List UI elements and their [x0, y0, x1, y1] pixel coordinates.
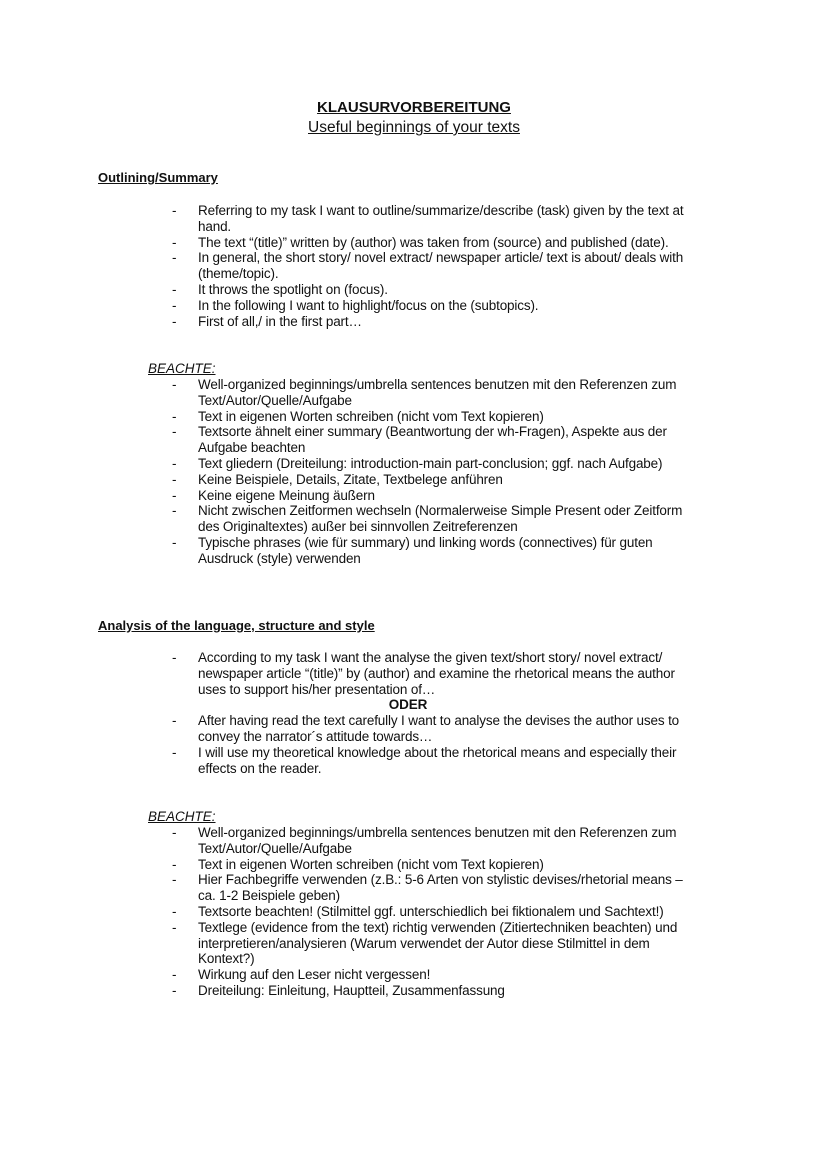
bullet-dash-icon: -	[172, 408, 177, 424]
list-item-text: (theme/topic).	[198, 266, 279, 282]
list-item	[172, 235, 683, 251]
bullet-dash-icon: -	[172, 471, 177, 487]
bullet-dash-icon: -	[172, 903, 177, 919]
bullet-dash-icon: -	[172, 424, 177, 440]
list-item-text: According to my task I want the analyse the given text/short story/ novel extract/	[198, 650, 663, 665]
list-item-text: In general, the short story/ novel extract/ newspaper article/ text is about/ deals with	[198, 250, 684, 266]
list-item	[172, 282, 683, 298]
list-item	[172, 472, 682, 488]
list-item	[172, 857, 683, 873]
list-item-text: newspaper article “(title)” by (author) and examine the rhetorical means the author	[198, 665, 675, 681]
list-item	[172, 983, 683, 999]
list-item-text: convey the narrator´s attitude towards…	[198, 728, 433, 744]
list-item-text: ca. 1-2 Beispiele geben)	[198, 888, 340, 904]
list-item-text: Text gliedern (Dreiteilung: introduction-main part-conclusion; ggf. nach Aufgabe)	[198, 455, 663, 471]
list-item-text: hand.	[198, 218, 232, 234]
list-item-text: Referring to my task I want to outline/summarize/describe (task) given by the text at	[198, 203, 684, 218]
list-item-text: Text/Autor/Quelle/Aufgabe	[198, 840, 352, 856]
list-item-text: Well-organized beginnings/umbrella sentences benutzen mit den Referenzen zum	[198, 377, 677, 392]
bullet-dash-icon: -	[172, 713, 177, 729]
list-item	[172, 250, 683, 282]
list-item-text: Hier Fachbegriffe verwenden (z.B.: 5-6 Arten von stylistic devises/rhetorial means –	[198, 872, 683, 888]
bullet-dash-icon: -	[172, 744, 177, 760]
list-item-text: I will use my theoretical knowledge about the rhetorical means and especially their	[198, 744, 677, 760]
list-item-text: The text “(title)” written by (author) was taken from (source) and published (date).	[198, 234, 669, 250]
list-item-text: In the following I want to highlight/focus on the (subtopics).	[198, 297, 539, 313]
list-item-text: Aufgabe beachten	[198, 440, 306, 456]
list-item	[172, 872, 683, 904]
list-item-text: Text/Autor/Quelle/Aufgabe	[198, 392, 352, 408]
bullet-dash-icon: -	[172, 503, 177, 519]
list-item	[172, 456, 682, 472]
bullet-dash-icon: -	[172, 650, 177, 665]
document-subtitle: Useful beginnings of your texts	[308, 119, 520, 136]
list-item	[172, 967, 683, 983]
oder-separator: ODER	[388, 697, 428, 713]
section-heading-outlining: Outlining/Summary	[98, 170, 218, 185]
bullet-dash-icon: -	[172, 534, 177, 550]
bullet-dash-icon: -	[172, 487, 177, 503]
list-item	[172, 535, 682, 567]
list-item-text: Textsorte beachten! (Stilmittel ggf. unterschiedlich bei fiktionalem und Sachtext!)	[198, 903, 664, 919]
list-item	[172, 298, 683, 314]
bullet-dash-icon: -	[172, 872, 177, 888]
list-item-text: Nicht zwischen Zeitformen wechseln (Normalerweise Simple Present oder Zeitform	[198, 503, 683, 519]
bullet-dash-icon: -	[172, 377, 177, 392]
list-item-text: uses to support his/her presentation of…	[198, 681, 436, 697]
list-item	[172, 825, 683, 857]
list-item-text: Kontext?)	[198, 951, 255, 967]
list-item-text: Text in eigenen Worten schreiben (nicht vom Text kopieren)	[198, 408, 544, 424]
list-item-text: Textsorte ähnelt einer summary (Beantwortung der wh-Fragen), Aspekte aus der	[198, 424, 667, 440]
list-item	[172, 377, 682, 409]
list-item-text: Typische phrases (wie für summary) und linking words (connectives) für guten	[198, 534, 653, 550]
analysis-notes-list	[172, 825, 683, 999]
list-item	[172, 650, 679, 697]
bullet-dash-icon: -	[172, 234, 177, 250]
list-item-text: Keine Beispiele, Details, Zitate, Textbelege anführen	[198, 471, 503, 487]
bullet-dash-icon: -	[172, 297, 177, 313]
note-label-analysis: BEACHTE:	[148, 809, 216, 824]
list-item	[172, 488, 682, 504]
section-heading-analysis: Analysis of the language, structure and style	[98, 618, 375, 633]
bullet-dash-icon: -	[172, 250, 177, 266]
list-item	[172, 503, 682, 535]
list-item-text: It throws the spotlight on (focus).	[198, 281, 388, 297]
bullet-dash-icon: -	[172, 203, 177, 218]
list-item	[172, 314, 683, 330]
list-item-text: After having read the text carefully I want to analyse the devises the author uses to	[198, 713, 680, 729]
list-item	[172, 745, 679, 777]
list-item	[172, 409, 682, 425]
list-item-text: Dreiteilung: Einleitung, Hauptteil, Zusammenfassung	[198, 982, 505, 998]
list-item-text: Well-organized beginnings/umbrella sentences benutzen mit den Referenzen zum	[198, 825, 677, 840]
list-item	[172, 424, 682, 456]
list-item-text: Text in eigenen Worten schreiben (nicht vom Text kopieren)	[198, 856, 544, 872]
list-item-text: Ausdruck (style) verwenden	[198, 550, 361, 566]
document-title: KLAUSURVORBEREITUNG	[317, 99, 511, 116]
list-item-text: effects on the reader.	[198, 760, 322, 776]
outlining-phrases-list	[172, 203, 683, 329]
bullet-dash-icon: -	[172, 455, 177, 471]
list-item-text: des Originaltextes) außer bei sinnvollen Zeitreferenzen	[198, 519, 518, 535]
list-item-text: Wirkung auf den Leser nicht vergessen!	[198, 967, 431, 983]
list-item	[172, 203, 683, 235]
list-item	[172, 904, 683, 920]
bullet-dash-icon: -	[172, 919, 177, 935]
list-item	[172, 713, 679, 745]
analysis-phrases-list	[172, 650, 679, 776]
list-item	[172, 920, 683, 967]
bullet-dash-icon: -	[172, 856, 177, 872]
bullet-dash-icon: -	[172, 825, 177, 840]
list-item-text: Keine eigene Meinung äußern	[198, 487, 375, 503]
bullet-dash-icon: -	[172, 281, 177, 297]
bullet-dash-icon: -	[172, 967, 177, 983]
list-item-text: First of all,/ in the first part…	[198, 313, 362, 329]
bullet-dash-icon: -	[172, 313, 177, 329]
bullet-dash-icon: -	[172, 982, 177, 998]
note-label-outlining: BEACHTE:	[148, 361, 216, 376]
outlining-notes-list	[172, 377, 682, 567]
list-item-text: interpretieren/analysieren (Warum verwendet der Autor diese Stilmittel in dem	[198, 935, 650, 951]
list-item-text: Textlege (evidence from the text) richtig verwenden (Zitiertechniken beachten) und	[198, 919, 678, 935]
